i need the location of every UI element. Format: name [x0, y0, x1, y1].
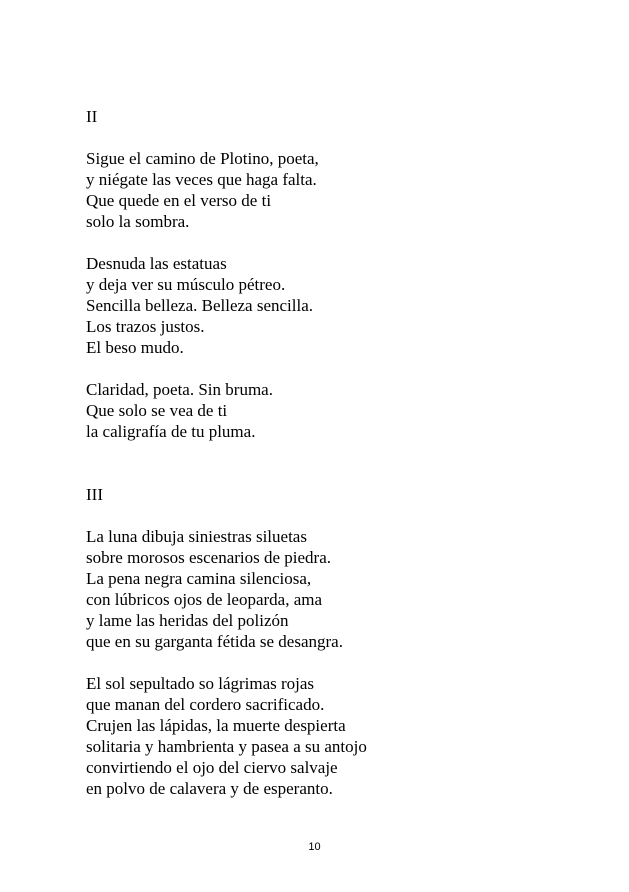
page-number: 10 [308, 841, 321, 853]
poem-text [86, 106, 586, 799]
poem-line: Desnuda las estatuas [86, 254, 227, 273]
poem-line: Los trazos justos. [86, 317, 205, 336]
stanza [86, 379, 586, 442]
poem-line: que en su garganta fétida se desangra. [86, 632, 343, 651]
stanza [86, 148, 586, 232]
poem-line: con lúbricos ojos de leoparda, ama [86, 590, 323, 609]
stanza [86, 673, 586, 799]
poem-line: Claridad, poeta. Sin bruma. [86, 380, 273, 399]
poem-line: y lame las heridas del polizón [86, 611, 289, 630]
poem-line: sobre morosos escenarios de piedra. [86, 548, 332, 567]
poem-line: Sencilla belleza. Belleza sencilla. [86, 296, 314, 315]
poem-line: La luna dibuja siniestras siluetas [86, 527, 307, 546]
section-heading-ii: II [86, 107, 98, 126]
poem-line: Crujen las lápidas, la muerte despierta [86, 716, 346, 735]
poem-line: convirtiendo el ojo del ciervo salvaje [86, 758, 338, 777]
poem-line: en polvo de calavera y de esperanto. [86, 779, 333, 798]
poem-line: Que solo se vea de ti [86, 401, 228, 420]
section-heading-iii: III [86, 485, 103, 504]
poem-line: La pena negra camina silenciosa, [86, 569, 312, 588]
poem-line: solo la sombra. [86, 212, 190, 231]
poem-line: Que quede en el verso de ti [86, 191, 272, 210]
stanza [86, 526, 586, 652]
poem-line: y deja ver su músculo pétreo. [86, 275, 286, 294]
poem-line: y niégate las veces que haga falta. [86, 170, 317, 189]
poem-line: El beso mudo. [86, 338, 184, 357]
stanza [86, 253, 586, 358]
poem-line: El sol sepultado so lágrimas rojas [86, 674, 315, 693]
poem-line: Sigue el camino de Plotino, poeta, [86, 149, 319, 168]
poem-line: solitaria y hambrienta y pasea a su antojo [86, 737, 367, 756]
poem-line: la caligrafía de tu pluma. [86, 422, 256, 441]
poem-line: que manan del cordero sacrificado. [86, 695, 325, 714]
